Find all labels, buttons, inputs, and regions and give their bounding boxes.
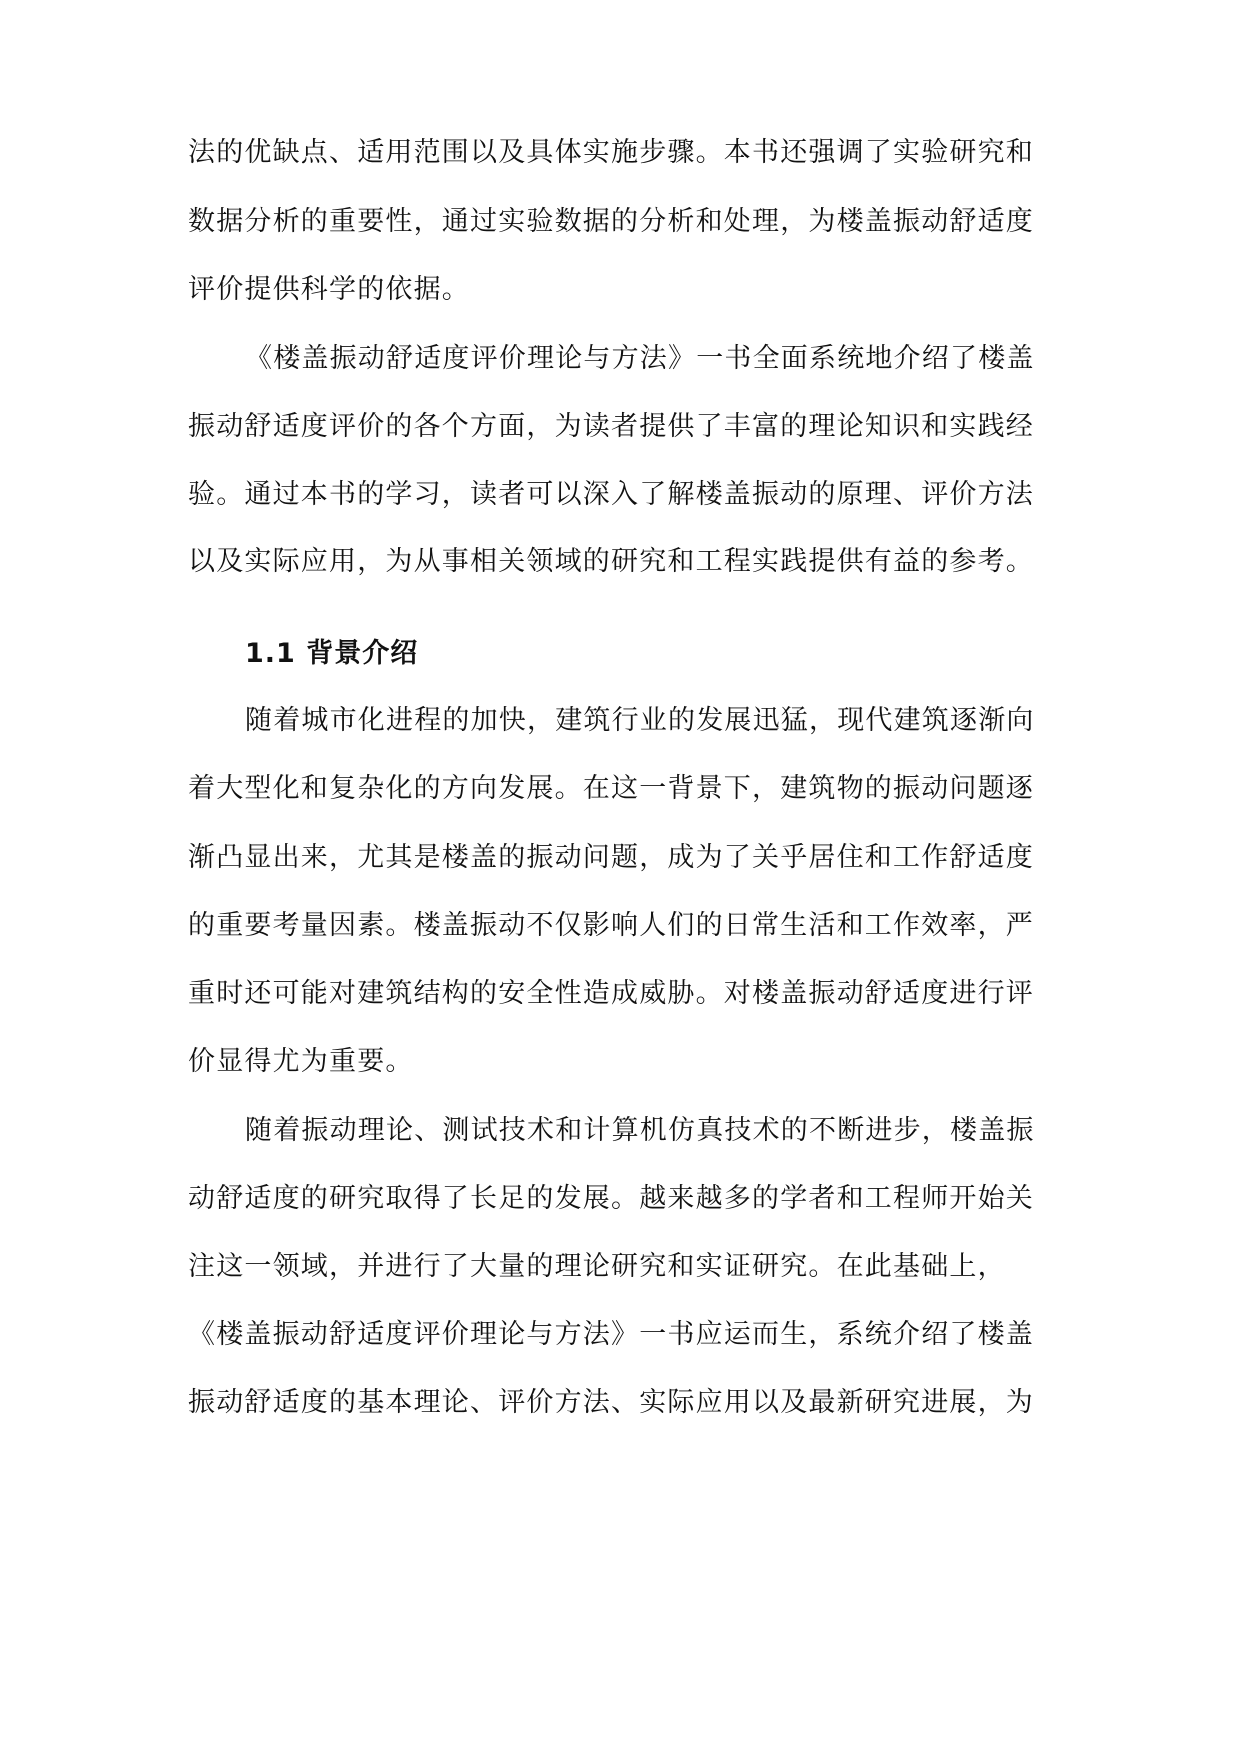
paragraph-4-line-5: 振动舒适度的基本理论、评价方法、实际应用以及最新研究进展，为 bbox=[188, 1387, 1034, 1418]
paragraph-1-line-2: 数据分析的重要性，通过实验数据的分析和处理，为楼盖振动舒适度 bbox=[188, 206, 1034, 237]
paragraph-3-line-5: 重时还可能对建筑结构的安全性造成威胁。对楼盖振动舒适度进行评 bbox=[188, 978, 1034, 1009]
paragraph-2-line-3: 验。通过本书的学习，读者可以深入了解楼盖振动的原理、评价方法 bbox=[188, 479, 1034, 510]
paragraph-2-line-1: 《楼盖振动舒适度评价理论与方法》一书全面系统地介绍了楼盖 bbox=[245, 343, 1035, 374]
paragraph-2-line-4: 以及实际应用，为从事相关领域的研究和工程实践提供有益的参考。 bbox=[188, 546, 1034, 577]
paragraph-4-line-4: 《楼盖振动舒适度评价理论与方法》一书应运而生，系统介绍了楼盖 bbox=[188, 1319, 1034, 1350]
paragraph-4-line-3: 注这一领域，并进行了大量的理论研究和实证研究。在此基础上， bbox=[188, 1251, 1006, 1282]
paragraph-4-line-2: 动舒适度的研究取得了长足的发展。越来越多的学者和工程师开始关 bbox=[188, 1183, 1034, 1214]
section-heading: 1.1 背景介绍 bbox=[245, 638, 419, 669]
paragraph-1-line-1: 法的优缺点、适用范围以及具体实施步骤。本书还强调了实验研究和 bbox=[188, 137, 1034, 168]
paragraph-4-line-1: 随着振动理论、测试技术和计算机仿真技术的不断进步，楼盖振 bbox=[245, 1115, 1035, 1146]
paragraph-3-line-1: 随着城市化进程的加快，建筑行业的发展迅猛，现代建筑逐渐向 bbox=[245, 705, 1035, 736]
paragraph-3-line-2: 着大型化和复杂化的方向发展。在这一背景下，建筑物的振动问题逐 bbox=[188, 773, 1034, 804]
paragraph-3-line-4: 的重要考量因素。楼盖振动不仅影响人们的日常生活和工作效率，严 bbox=[188, 910, 1034, 941]
paragraph-3-line-3: 渐凸显出来，尤其是楼盖的振动问题，成为了关乎居住和工作舒适度 bbox=[188, 842, 1034, 873]
paragraph-2-line-2: 振动舒适度评价的各个方面，为读者提供了丰富的理论知识和实践经 bbox=[188, 411, 1034, 442]
paragraph-1-line-3: 评价提供科学的依据。 bbox=[188, 274, 470, 305]
paragraph-3-line-6: 价显得尤为重要。 bbox=[188, 1046, 414, 1077]
